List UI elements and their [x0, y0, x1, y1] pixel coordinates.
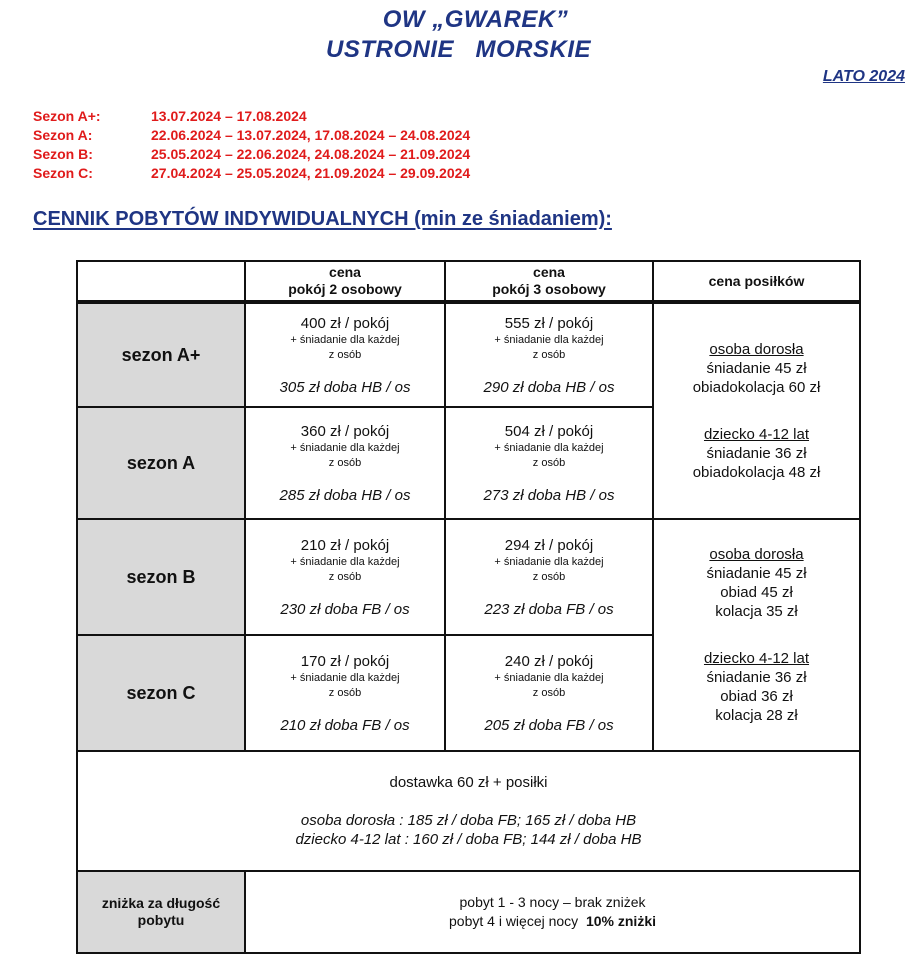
- meal-adult-title: osoba dorosła: [709, 341, 804, 358]
- header-line: pokój 3 osobowy: [492, 281, 606, 297]
- meal-child-title: dziecko 4-12 lat: [703, 426, 810, 443]
- breakfast-note: + śniadanie dla każdej: [290, 671, 400, 684]
- season-name: sezon A: [126, 452, 196, 473]
- price-cell-2p-aplus: [244, 302, 446, 408]
- extra-bed-adult: osoba dorosła : 185 zł / doba FB; 165 zł / doba HB: [300, 812, 637, 829]
- header-line: cena: [533, 264, 565, 280]
- season-label: Sezon A:: [33, 127, 93, 143]
- board-price: 205 zł doba FB / os: [484, 716, 614, 734]
- header-meal-prices: cena posiłków: [652, 260, 861, 302]
- discount-details-cell: [244, 870, 861, 954]
- season-cell-c: [76, 634, 246, 752]
- discount-label-cell: [76, 870, 246, 954]
- breakfast-note: + śniadanie dla każdej: [290, 333, 400, 346]
- season-name: sezon A+: [121, 344, 201, 365]
- season-label: Sezon A+:: [33, 108, 101, 124]
- season-dates: 27.04.2024 – 25.05.2024, 21.09.2024 – 29.09.2024: [151, 165, 471, 181]
- price-cell-2p-b: [244, 518, 446, 636]
- breakfast-note: + śniadanie dla każdej: [494, 671, 604, 684]
- discount-line: pobyt 1 - 3 nocy – brak zniżek: [459, 894, 646, 910]
- meal-line: kolacja 28 zł: [715, 707, 798, 724]
- room-price: 170 zł / pokój: [300, 652, 390, 670]
- season-dates: 13.07.2024 – 17.08.2024: [151, 108, 307, 124]
- header-empty-cell: [76, 260, 246, 302]
- board-price: 285 zł doba HB / os: [279, 486, 411, 504]
- room-price: 294 zł / pokój: [504, 536, 594, 554]
- breakfast-note: z osób: [532, 570, 566, 583]
- meal-line: obiadokolacja 60 zł: [692, 379, 821, 396]
- breakfast-note: + śniadanie dla każdej: [290, 441, 400, 454]
- meal-prices-hb: [652, 302, 861, 520]
- board-price: 230 zł doba FB / os: [280, 600, 410, 618]
- price-cell-3p-c: [444, 634, 654, 752]
- room-price: 210 zł / pokój: [300, 536, 390, 554]
- meal-prices-fb: [652, 518, 861, 752]
- season-cell-aplus: [76, 302, 246, 408]
- season-row-b: [33, 145, 470, 164]
- board-price: 210 zł doba FB / os: [280, 716, 410, 734]
- discount-label: zniżka za długość pobytu: [101, 895, 221, 928]
- season-name: sezon C: [126, 682, 196, 703]
- discount-line-text: pobyt 4 i więcej nocy: [449, 913, 586, 929]
- title-name: OW „GWAREK”: [382, 6, 569, 33]
- breakfast-note: + śniadanie dla każdej: [290, 555, 400, 568]
- breakfast-note: z osób: [328, 686, 362, 699]
- season-name: sezon B: [126, 566, 196, 587]
- room-price: 555 zł / pokój: [504, 314, 594, 332]
- price-cell-3p-b: [444, 518, 654, 636]
- season-cell-a: [76, 406, 246, 520]
- season-dates-list: [33, 107, 470, 183]
- header-2-person-room: [244, 260, 446, 302]
- board-price: 290 zł doba HB / os: [483, 378, 615, 396]
- board-price: 273 zł doba HB / os: [483, 486, 615, 504]
- meal-line: obiad 36 zł: [720, 688, 793, 705]
- header-line: cena: [329, 264, 361, 280]
- breakfast-note: z osób: [328, 570, 362, 583]
- breakfast-note: + śniadanie dla każdej: [494, 441, 604, 454]
- room-price: 360 zł / pokój: [300, 422, 390, 440]
- meal-line: śniadanie 36 zł: [706, 445, 807, 462]
- title-location: [0, 36, 917, 64]
- breakfast-note: z osób: [328, 456, 362, 469]
- season-cell-b: [76, 518, 246, 636]
- meal-line: śniadanie 45 zł: [706, 565, 807, 582]
- breakfast-note: z osób: [532, 686, 566, 699]
- meal-adult-title: osoba dorosła: [709, 546, 804, 563]
- extra-bed-cell: [76, 750, 861, 872]
- season-row-a: [33, 126, 470, 145]
- meal-line: obiad 45 zł: [720, 584, 793, 601]
- season-row-c: [33, 164, 470, 183]
- room-price: 240 zł / pokój: [504, 652, 594, 670]
- season-dates: 25.05.2024 – 22.06.2024, 24.08.2024 – 21.09.2024: [151, 146, 471, 162]
- price-cell-3p-aplus: [444, 302, 654, 408]
- header-3-person-room: [444, 260, 654, 302]
- breakfast-note: + śniadanie dla każdej: [494, 333, 604, 346]
- season-row-aplus: [33, 107, 470, 126]
- price-cell-2p-a: [244, 406, 446, 520]
- extra-bed-line: dostawka 60 zł + posiłki: [389, 774, 548, 791]
- price-cell-2p-c: [244, 634, 446, 752]
- season-label: Sezon C:: [33, 165, 93, 181]
- breakfast-note: z osób: [328, 348, 362, 361]
- season-dates: 22.06.2024 – 13.07.2024, 17.08.2024 – 24.08.2024: [151, 127, 471, 143]
- board-price: 305 zł doba HB / os: [279, 378, 411, 396]
- board-price: 223 zł doba FB / os: [484, 600, 614, 618]
- header-line: pokój 2 osobowy: [288, 281, 402, 297]
- meal-child-title: dziecko 4-12 lat: [703, 650, 810, 667]
- breakfast-note: z osób: [532, 348, 566, 361]
- meal-line: śniadanie 36 zł: [706, 669, 807, 686]
- extra-bed-child: dziecko 4-12 lat : 160 zł / doba FB; 144 zł / doba HB: [295, 831, 642, 848]
- price-table: [76, 260, 861, 954]
- meal-line: obiadokolacja 48 zł: [692, 464, 821, 481]
- price-list-heading: CENNIK POBYTÓW INDYWIDUALNYCH (min ze śniadaniem):: [33, 208, 612, 230]
- discount-line: [449, 912, 656, 931]
- price-cell-3p-a: [444, 406, 654, 520]
- title-location-text: USTRONIE MORSKIE: [325, 36, 592, 63]
- meal-line: kolacja 35 zł: [715, 603, 798, 620]
- discount-percent: 10% zniżki: [585, 913, 656, 929]
- room-price: 504 zł / pokój: [504, 422, 594, 440]
- season-label: Sezon B:: [33, 146, 93, 162]
- breakfast-note: + śniadanie dla każdej: [494, 555, 604, 568]
- room-price: 400 zł / pokój: [300, 314, 390, 332]
- season-year-label: LATO 2024: [822, 68, 905, 85]
- meal-line: śniadanie 45 zł: [706, 360, 807, 377]
- breakfast-note: z osób: [532, 456, 566, 469]
